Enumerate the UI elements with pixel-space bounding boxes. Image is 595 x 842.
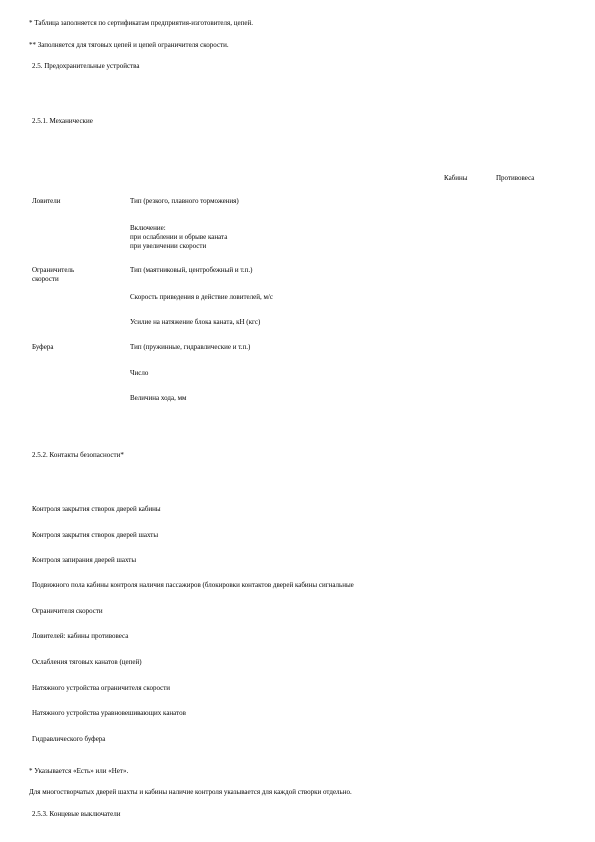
safety-contact-item: Гидравлического буфера xyxy=(32,735,106,743)
section-2-5-2-title: 2.5.2. Контакты безопасности* xyxy=(32,451,124,459)
safety-contact-item: Контроля закрытия створок дверей кабины xyxy=(32,505,161,513)
column-header-counterweight: Противовеса xyxy=(496,174,535,182)
note-certificates: * Таблица заполняется по сертификатам предприятия-изготовителя, цепей. xyxy=(29,19,253,27)
speed-limiter-label: Ограничитель скорости xyxy=(32,266,75,283)
column-header-cabin: Кабины xyxy=(444,174,468,182)
safety-contact-item: Ограничителя скорости xyxy=(32,607,103,615)
buffers-count: Число xyxy=(130,369,149,377)
safety-contact-item: Контроля запирания дверей шахты xyxy=(32,556,137,564)
section-2-5-3-title: 2.5.3. Концевые выключатели xyxy=(32,810,121,818)
note-yes-no: * Указывается «Есть» или «Нет». xyxy=(29,767,129,775)
speed-limiter-rope-tension: Усилие на натяжение блока каната, кН (кгс) xyxy=(130,318,261,326)
section-2-5-1-title: 2.5.1. Механические xyxy=(32,117,93,125)
note-multi-leaf-doors: Для многостворчатых дверей шахты и кабины наличие контроля указывается для каждой створки отдельно. xyxy=(29,788,352,796)
safety-contact-item: Контроля закрытия створок дверей шахты xyxy=(32,531,159,539)
speed-limiter-actuation-speed: Скорость приведения в действие ловителей, м/с xyxy=(130,293,273,301)
section-2-5-title: 2.5. Предохранительные устройства xyxy=(32,62,140,70)
buffers-stroke: Величина хода, мм xyxy=(130,394,187,402)
safety-contact-item: Натяжного устройства ограничителя скорости xyxy=(32,684,171,692)
speed-limiter-type: Тип (маятниковый, центробежный и т.п.) xyxy=(130,266,253,274)
buffers-type: Тип (пружинные, гидравлические и т.п.) xyxy=(130,343,251,351)
catchers-label: Ловители xyxy=(32,197,61,205)
safety-contact-item: Натяжного устройства уравновешивающих канатов xyxy=(32,709,186,717)
catchers-activation: Включение: при ослаблении и обрыве каната при увеличении скорости xyxy=(130,224,228,250)
safety-contact-item: Ловителей: кабины противовеса xyxy=(32,632,129,640)
buffers-label: Буфера xyxy=(32,343,54,351)
note-chains: ** Заполняется для тяговых цепей и цепей ограничителя скорости. xyxy=(29,41,229,49)
safety-contact-item: Подвижного пола кабины контроля наличия пассажиров (блокировки контактов дверей кабины сигнальные xyxy=(32,581,354,589)
safety-contact-item: Ослабления тяговых канатов (цепей) xyxy=(32,658,142,666)
catchers-type: Тип (резкого, плавного торможения) xyxy=(130,197,239,205)
